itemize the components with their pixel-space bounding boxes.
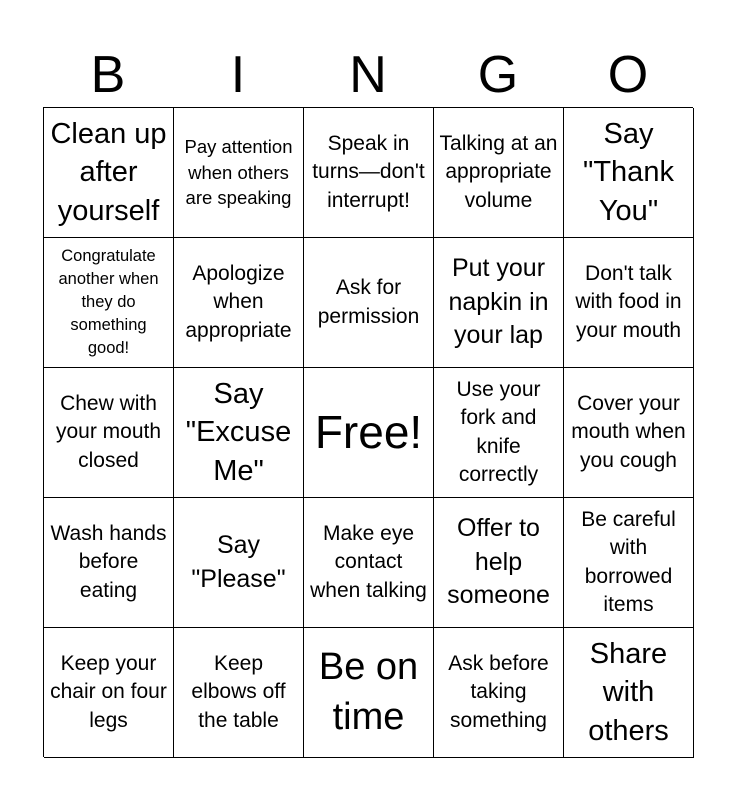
header-letter-b: B [90, 46, 126, 104]
cell-text: Cover your mouth when you cough [571, 391, 686, 472]
cell-text: Offer to help someone [447, 513, 550, 610]
bingo-cell[interactable] [44, 368, 174, 498]
cell-text: Wash hands before eating [50, 521, 167, 602]
bingo-cell[interactable] [304, 238, 434, 368]
bingo-cell[interactable] [174, 238, 304, 368]
bingo-cell[interactable] [564, 238, 694, 368]
bingo-cell[interactable] [304, 628, 434, 758]
cell-text: Put your napkin in your lap [448, 253, 549, 350]
bingo-header [43, 44, 693, 106]
header-letter-o: O [607, 46, 649, 104]
free-space-cell[interactable] [304, 368, 434, 498]
bingo-cell[interactable] [174, 368, 304, 498]
cell-text: Apologize when appropriate [185, 261, 292, 342]
bingo-cell[interactable] [434, 628, 564, 758]
cell-text: Chew with your mouth closed [55, 391, 162, 472]
bingo-cell[interactable] [304, 108, 434, 238]
cell-text: Say "Excuse Me" [185, 377, 292, 487]
bingo-cell[interactable] [174, 628, 304, 758]
bingo-cell[interactable] [44, 498, 174, 628]
cell-text: Speak in turns—don't interrupt! [312, 131, 425, 212]
bingo-cell[interactable] [564, 628, 694, 758]
cell-text: Talking at an appropriate volume [439, 131, 558, 212]
header-letter-g: G [477, 46, 519, 104]
cell-text: Don't talk with food in your mouth [575, 261, 682, 342]
cell-text: Free! [314, 406, 423, 459]
header-letter-n: N [349, 46, 387, 104]
bingo-cell[interactable] [434, 498, 564, 628]
bingo-cell[interactable] [434, 238, 564, 368]
cell-text: Say "Please" [191, 530, 286, 593]
cell-text: Keep your chair on four legs [50, 651, 167, 732]
bingo-cell[interactable] [304, 498, 434, 628]
bingo-cell[interactable] [564, 498, 694, 628]
bingo-cell[interactable] [564, 108, 694, 238]
cell-text: Make eye contact when talking [310, 521, 427, 602]
cell-text: Pay attention when others are speaking [184, 135, 293, 209]
bingo-cell[interactable] [44, 108, 174, 238]
bingo-board [43, 107, 693, 757]
cell-text: Congratulate another when they do something good! [58, 246, 159, 358]
bingo-cell[interactable] [434, 108, 564, 238]
cell-text: Use your fork and knife correctly [456, 377, 541, 486]
cell-text: Say "Thank You" [583, 117, 674, 227]
bingo-cell[interactable] [44, 628, 174, 758]
cell-text: Be careful with borrowed items [581, 507, 676, 616]
cell-text: Clean up after yourself [50, 117, 167, 227]
cell-text: Ask for permission [317, 276, 420, 328]
bingo-cell[interactable] [44, 238, 174, 368]
cell-text: Be on time [318, 646, 419, 738]
cell-text: Ask before taking something [448, 651, 549, 732]
cell-text: Keep elbows off the table [191, 651, 286, 732]
cell-text: Share with others [588, 637, 669, 747]
bingo-cell[interactable] [174, 498, 304, 628]
bingo-cell[interactable] [434, 368, 564, 498]
header-letter-i: I [230, 46, 246, 104]
bingo-cell[interactable] [564, 368, 694, 498]
bingo-cell[interactable] [174, 108, 304, 238]
